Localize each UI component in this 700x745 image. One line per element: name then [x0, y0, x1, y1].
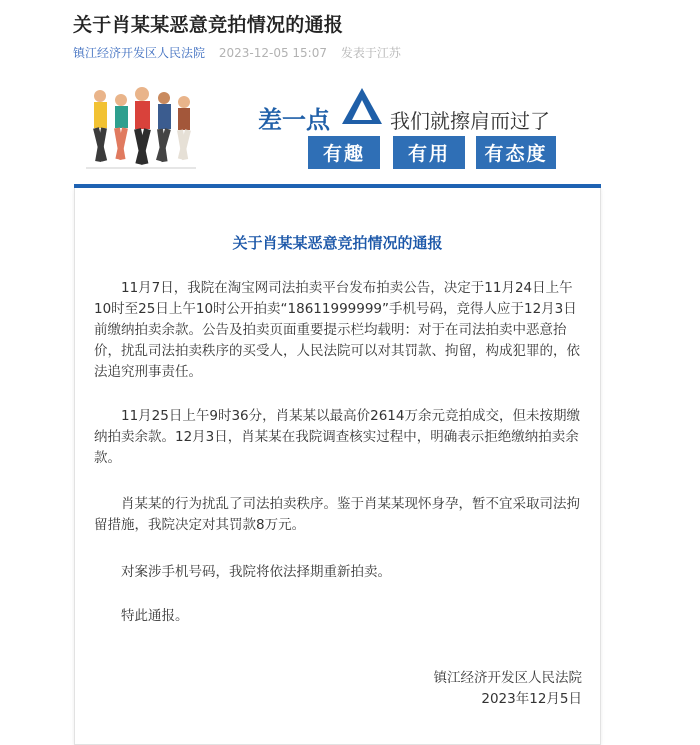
person-figure [114, 94, 128, 160]
signature-date: 2023年12月5日 [481, 691, 582, 707]
notice-paragraph: 对案涉手机号码，我院将依法择期重新拍卖。 [121, 564, 391, 580]
signature-org: 镇江经济开发区人民法院 [433, 670, 582, 686]
banner-slogan-right: 我们就擦肩而过了 [390, 109, 550, 133]
person-figure [93, 90, 107, 162]
notice-paragraph: 肖某某的行为扰乱了司法拍卖秩序。鉴于肖某某现怀身孕，暂不宜采取司法拘留措施，我院决定对其罚款8万元。 [94, 496, 580, 533]
person-figure [134, 87, 151, 165]
banner-tag-attitude: 有态度 [476, 136, 556, 169]
source-link[interactable]: 镇江经济开发区人民法院 [73, 46, 206, 60]
banner-tag-useful: 有用 [393, 136, 465, 169]
article-title: 关于肖某某恶意竞拍情况的通报 [73, 14, 344, 36]
notice-card [74, 188, 601, 745]
article-meta [73, 44, 411, 61]
notice-paragraph: 11月25日上午9时36分，肖某某以最高价2614万余元竞拍成交，但未按期缴纳拍卖余款。12月3日，肖某某在我院调查核实过程中，明确表示拒绝缴纳拍卖余款。 [94, 408, 580, 466]
person-figure [177, 96, 191, 160]
notice-paragraph: 特此通报。 [121, 608, 189, 624]
publish-date: 2023-12-05 15:07 [218, 46, 327, 60]
person-figure [156, 92, 171, 162]
notice-paragraph: 11月7日，我院在淘宝网司法拍卖平台发布拍卖公告，决定于11月24日上午10时至25日上午10时公开拍卖“18611999999”手机号码，竞得人应于12月3日前缴纳拍卖余款。公告及拍卖页面重要提示栏均载明：对于在司法拍卖中恶意抬价，扰乱司法拍卖秩序的买受人，人民法院可以对其罚款、拘留，构成犯罪的，依法追究刑事责任。 [94, 280, 580, 380]
notice-title: 关于肖某某恶意竞拍情况的通报 [232, 234, 443, 252]
publish-region: 发表于江苏 [340, 46, 401, 60]
banner-tag-interesting: 有趣 [308, 136, 380, 169]
banner-slogan-left: 差一点 [258, 106, 330, 134]
triangle-icon [340, 86, 384, 126]
